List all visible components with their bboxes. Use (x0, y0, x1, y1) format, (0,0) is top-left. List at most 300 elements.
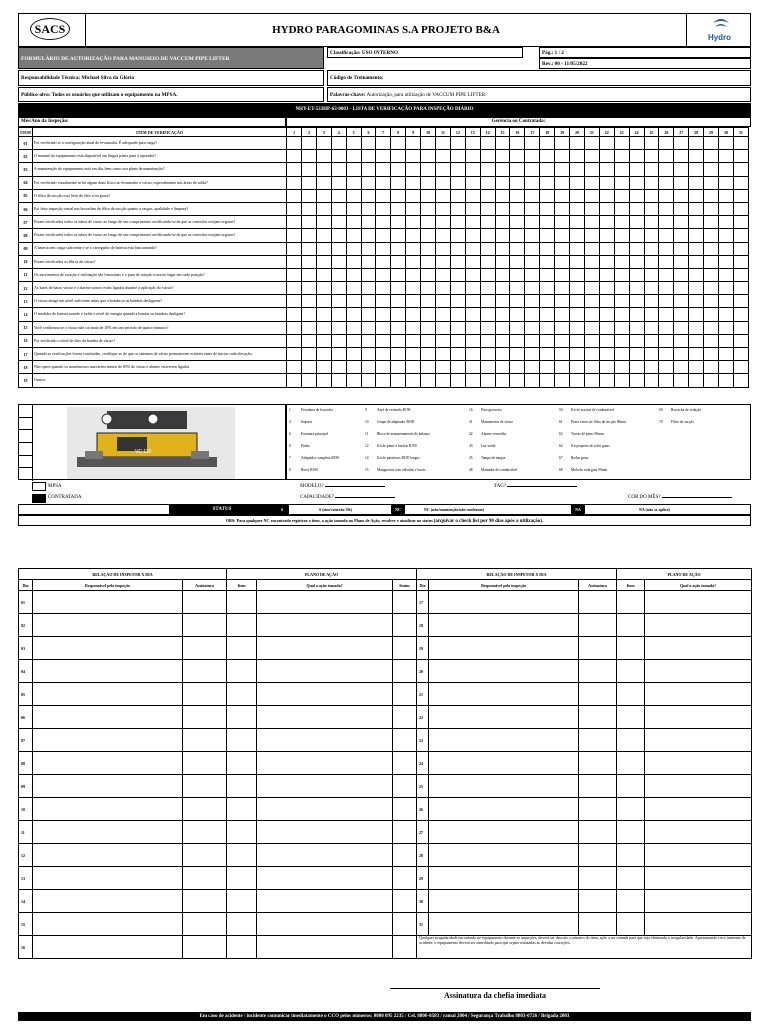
day-check-cell[interactable] (555, 150, 570, 163)
day-check-cell[interactable] (674, 334, 689, 347)
day-check-cell[interactable] (659, 137, 674, 150)
day-check-cell[interactable] (331, 255, 346, 268)
day-check-cell[interactable] (316, 374, 331, 387)
day-check-cell[interactable] (421, 268, 436, 281)
input-cell[interactable] (617, 798, 645, 821)
day-check-cell[interactable] (599, 216, 614, 229)
input-cell[interactable] (617, 614, 645, 637)
day-check-cell[interactable] (718, 255, 733, 268)
day-check-cell[interactable] (346, 216, 361, 229)
input-cell[interactable] (393, 844, 417, 867)
day-check-cell[interactable] (391, 150, 406, 163)
day-check-cell[interactable] (659, 242, 674, 255)
day-check-cell[interactable] (510, 334, 525, 347)
day-check-cell[interactable] (331, 361, 346, 374)
day-check-cell[interactable] (450, 348, 465, 361)
input-cell[interactable] (257, 591, 393, 614)
day-check-cell[interactable] (599, 229, 614, 242)
day-check-cell[interactable] (555, 321, 570, 334)
day-check-cell[interactable] (570, 295, 585, 308)
day-check-cell[interactable] (346, 321, 361, 334)
day-check-cell[interactable] (331, 321, 346, 334)
input-cell[interactable] (227, 637, 257, 660)
day-check-cell[interactable] (540, 150, 555, 163)
day-check-cell[interactable] (540, 242, 555, 255)
input-cell[interactable] (227, 936, 257, 959)
day-check-cell[interactable] (316, 282, 331, 295)
input-cell[interactable] (579, 775, 617, 798)
day-check-cell[interactable] (287, 150, 302, 163)
day-check-cell[interactable] (346, 334, 361, 347)
day-check-cell[interactable] (406, 334, 421, 347)
day-check-cell[interactable] (302, 176, 317, 189)
input-cell[interactable] (393, 729, 417, 752)
input-cell[interactable] (617, 913, 645, 936)
day-check-cell[interactable] (346, 176, 361, 189)
day-check-cell[interactable] (346, 295, 361, 308)
input-cell[interactable] (257, 936, 393, 959)
day-check-cell[interactable] (674, 374, 689, 387)
input-cell[interactable] (227, 844, 257, 867)
day-check-cell[interactable] (525, 308, 540, 321)
day-check-cell[interactable] (376, 268, 391, 281)
day-check-cell[interactable] (436, 321, 451, 334)
day-check-cell[interactable] (674, 255, 689, 268)
input-cell[interactable] (393, 614, 417, 637)
day-check-cell[interactable] (331, 308, 346, 321)
day-check-cell[interactable] (287, 268, 302, 281)
day-check-cell[interactable] (599, 150, 614, 163)
input-cell[interactable] (183, 775, 227, 798)
day-check-cell[interactable] (436, 137, 451, 150)
day-check-cell[interactable] (376, 216, 391, 229)
input-cell[interactable] (579, 660, 617, 683)
day-check-cell[interactable] (391, 282, 406, 295)
day-check-cell[interactable] (436, 216, 451, 229)
day-check-cell[interactable] (555, 189, 570, 202)
input-cell[interactable] (579, 890, 617, 913)
day-check-cell[interactable] (331, 374, 346, 387)
day-check-cell[interactable] (287, 308, 302, 321)
day-check-cell[interactable] (555, 255, 570, 268)
day-check-cell[interactable] (674, 295, 689, 308)
day-check-cell[interactable] (361, 229, 376, 242)
day-check-cell[interactable] (674, 229, 689, 242)
day-check-cell[interactable] (570, 334, 585, 347)
day-check-cell[interactable] (510, 321, 525, 334)
input-cell[interactable] (429, 637, 579, 660)
day-check-cell[interactable] (361, 348, 376, 361)
input-cell[interactable] (227, 867, 257, 890)
day-check-cell[interactable] (406, 189, 421, 202)
day-check-cell[interactable] (316, 268, 331, 281)
input-cell[interactable] (227, 798, 257, 821)
day-check-cell[interactable] (644, 295, 659, 308)
day-check-cell[interactable] (674, 268, 689, 281)
day-check-cell[interactable] (704, 137, 719, 150)
day-check-cell[interactable] (599, 374, 614, 387)
input-cell[interactable] (227, 821, 257, 844)
input-cell[interactable] (617, 683, 645, 706)
day-check-cell[interactable] (733, 361, 748, 374)
day-check-cell[interactable] (718, 163, 733, 176)
day-check-cell[interactable] (316, 242, 331, 255)
day-check-cell[interactable] (674, 202, 689, 215)
day-check-cell[interactable] (480, 295, 495, 308)
input-cell[interactable] (33, 591, 183, 614)
day-check-cell[interactable] (674, 348, 689, 361)
input-cell[interactable] (227, 683, 257, 706)
day-check-cell[interactable] (584, 137, 599, 150)
day-check-cell[interactable] (510, 361, 525, 374)
day-check-cell[interactable] (733, 163, 748, 176)
day-check-cell[interactable] (659, 361, 674, 374)
day-check-cell[interactable] (302, 334, 317, 347)
input-cell[interactable] (183, 936, 227, 959)
day-check-cell[interactable] (629, 348, 644, 361)
day-check-cell[interactable] (644, 361, 659, 374)
day-check-cell[interactable] (287, 137, 302, 150)
day-check-cell[interactable] (659, 308, 674, 321)
day-check-cell[interactable] (525, 189, 540, 202)
day-check-cell[interactable] (465, 295, 480, 308)
day-check-cell[interactable] (614, 163, 629, 176)
day-check-cell[interactable] (331, 150, 346, 163)
day-check-cell[interactable] (376, 348, 391, 361)
day-check-cell[interactable] (495, 282, 510, 295)
day-check-cell[interactable] (510, 189, 525, 202)
day-check-cell[interactable] (287, 348, 302, 361)
day-check-cell[interactable] (540, 189, 555, 202)
day-check-cell[interactable] (346, 189, 361, 202)
input-cell[interactable] (617, 729, 645, 752)
day-check-cell[interactable] (436, 242, 451, 255)
day-check-cell[interactable] (316, 229, 331, 242)
day-check-cell[interactable] (510, 202, 525, 215)
day-check-cell[interactable] (644, 202, 659, 215)
day-check-cell[interactable] (704, 255, 719, 268)
day-check-cell[interactable] (480, 137, 495, 150)
input-cell[interactable] (617, 752, 645, 775)
day-check-cell[interactable] (629, 216, 644, 229)
day-check-cell[interactable] (644, 216, 659, 229)
day-check-cell[interactable] (599, 268, 614, 281)
day-check-cell[interactable] (287, 163, 302, 176)
input-cell[interactable] (183, 821, 227, 844)
day-check-cell[interactable] (361, 137, 376, 150)
day-check-cell[interactable] (644, 137, 659, 150)
input-cell[interactable] (579, 729, 617, 752)
input-cell[interactable] (617, 775, 645, 798)
input-cell[interactable] (393, 591, 417, 614)
day-check-cell[interactable] (540, 229, 555, 242)
day-check-cell[interactable] (614, 282, 629, 295)
day-check-cell[interactable] (331, 242, 346, 255)
day-check-cell[interactable] (704, 361, 719, 374)
day-check-cell[interactable] (733, 348, 748, 361)
day-check-cell[interactable] (614, 361, 629, 374)
day-check-cell[interactable] (614, 334, 629, 347)
day-check-cell[interactable] (525, 282, 540, 295)
day-check-cell[interactable] (733, 334, 748, 347)
day-check-cell[interactable] (346, 150, 361, 163)
day-check-cell[interactable] (599, 308, 614, 321)
input-cell[interactable] (429, 683, 579, 706)
day-check-cell[interactable] (480, 255, 495, 268)
day-check-cell[interactable] (510, 176, 525, 189)
day-check-cell[interactable] (450, 321, 465, 334)
day-check-cell[interactable] (674, 308, 689, 321)
input-cell[interactable] (257, 752, 393, 775)
day-check-cell[interactable] (436, 295, 451, 308)
day-check-cell[interactable] (510, 242, 525, 255)
day-check-cell[interactable] (704, 268, 719, 281)
input-cell[interactable] (579, 867, 617, 890)
day-check-cell[interactable] (480, 176, 495, 189)
day-check-cell[interactable] (391, 268, 406, 281)
day-check-cell[interactable] (331, 334, 346, 347)
day-check-cell[interactable] (570, 321, 585, 334)
input-cell[interactable] (645, 844, 752, 867)
day-check-cell[interactable] (525, 229, 540, 242)
day-check-cell[interactable] (718, 229, 733, 242)
day-check-cell[interactable] (406, 242, 421, 255)
day-check-cell[interactable] (704, 202, 719, 215)
day-check-cell[interactable] (480, 163, 495, 176)
day-check-cell[interactable] (614, 189, 629, 202)
input-cell[interactable] (579, 591, 617, 614)
day-check-cell[interactable] (495, 242, 510, 255)
input-cell[interactable] (429, 867, 579, 890)
input-cell[interactable] (579, 844, 617, 867)
day-check-cell[interactable] (316, 189, 331, 202)
day-check-cell[interactable] (480, 348, 495, 361)
day-check-cell[interactable] (629, 321, 644, 334)
day-check-cell[interactable] (614, 374, 629, 387)
input-cell[interactable] (579, 614, 617, 637)
day-check-cell[interactable] (406, 255, 421, 268)
day-check-cell[interactable] (599, 295, 614, 308)
day-check-cell[interactable] (406, 282, 421, 295)
day-check-cell[interactable] (302, 255, 317, 268)
input-cell[interactable] (645, 890, 752, 913)
day-check-cell[interactable] (674, 216, 689, 229)
day-check-cell[interactable] (465, 216, 480, 229)
day-check-cell[interactable] (361, 334, 376, 347)
day-check-cell[interactable] (644, 242, 659, 255)
day-check-cell[interactable] (480, 334, 495, 347)
input-cell[interactable] (617, 890, 645, 913)
day-check-cell[interactable] (570, 348, 585, 361)
day-check-cell[interactable] (376, 321, 391, 334)
input-cell[interactable] (257, 867, 393, 890)
day-check-cell[interactable] (659, 268, 674, 281)
day-check-cell[interactable] (495, 321, 510, 334)
day-check-cell[interactable] (510, 150, 525, 163)
day-check-cell[interactable] (421, 321, 436, 334)
day-check-cell[interactable] (629, 163, 644, 176)
input-cell[interactable] (33, 614, 183, 637)
day-check-cell[interactable] (376, 334, 391, 347)
day-check-cell[interactable] (629, 268, 644, 281)
day-check-cell[interactable] (689, 282, 704, 295)
day-check-cell[interactable] (689, 361, 704, 374)
day-check-cell[interactable] (421, 334, 436, 347)
day-check-cell[interactable] (659, 321, 674, 334)
day-check-cell[interactable] (331, 268, 346, 281)
day-check-cell[interactable] (525, 348, 540, 361)
day-check-cell[interactable] (733, 229, 748, 242)
day-check-cell[interactable] (629, 374, 644, 387)
day-check-cell[interactable] (302, 229, 317, 242)
input-cell[interactable] (183, 867, 227, 890)
day-check-cell[interactable] (510, 374, 525, 387)
day-check-cell[interactable] (570, 137, 585, 150)
day-check-cell[interactable] (480, 242, 495, 255)
day-check-cell[interactable] (480, 308, 495, 321)
input-cell[interactable] (227, 706, 257, 729)
day-check-cell[interactable] (436, 202, 451, 215)
day-check-cell[interactable] (421, 137, 436, 150)
day-check-cell[interactable] (659, 216, 674, 229)
day-check-cell[interactable] (733, 255, 748, 268)
day-check-cell[interactable] (659, 163, 674, 176)
day-check-cell[interactable] (376, 176, 391, 189)
day-check-cell[interactable] (644, 229, 659, 242)
input-cell[interactable] (393, 752, 417, 775)
input-cell[interactable] (579, 706, 617, 729)
day-check-cell[interactable] (718, 295, 733, 308)
day-check-cell[interactable] (495, 348, 510, 361)
day-check-cell[interactable] (465, 374, 480, 387)
day-check-cell[interactable] (465, 334, 480, 347)
day-check-cell[interactable] (570, 189, 585, 202)
day-check-cell[interactable] (406, 361, 421, 374)
day-check-cell[interactable] (674, 137, 689, 150)
day-check-cell[interactable] (302, 374, 317, 387)
day-check-cell[interactable] (436, 255, 451, 268)
day-check-cell[interactable] (376, 242, 391, 255)
day-check-cell[interactable] (540, 361, 555, 374)
day-check-cell[interactable] (570, 255, 585, 268)
input-cell[interactable] (617, 706, 645, 729)
input-cell[interactable] (227, 913, 257, 936)
input-cell[interactable] (429, 798, 579, 821)
day-check-cell[interactable] (704, 242, 719, 255)
day-check-cell[interactable] (406, 150, 421, 163)
input-cell[interactable] (183, 683, 227, 706)
modelo-field[interactable] (300, 484, 385, 489)
day-check-cell[interactable] (599, 176, 614, 189)
input-cell[interactable] (579, 913, 617, 936)
day-check-cell[interactable] (465, 189, 480, 202)
day-check-cell[interactable] (495, 216, 510, 229)
day-check-cell[interactable] (599, 334, 614, 347)
input-cell[interactable] (33, 936, 183, 959)
day-check-cell[interactable] (421, 216, 436, 229)
day-check-cell[interactable] (584, 229, 599, 242)
input-cell[interactable] (33, 706, 183, 729)
day-check-cell[interactable] (450, 137, 465, 150)
day-check-cell[interactable] (733, 150, 748, 163)
input-cell[interactable] (183, 890, 227, 913)
day-check-cell[interactable] (510, 295, 525, 308)
input-cell[interactable] (257, 913, 393, 936)
day-check-cell[interactable] (302, 295, 317, 308)
day-check-cell[interactable] (584, 308, 599, 321)
tag-field[interactable] (494, 484, 577, 489)
day-check-cell[interactable] (480, 374, 495, 387)
day-check-cell[interactable] (361, 163, 376, 176)
day-check-cell[interactable] (689, 255, 704, 268)
day-check-cell[interactable] (495, 229, 510, 242)
day-check-cell[interactable] (644, 334, 659, 347)
input-cell[interactable] (393, 867, 417, 890)
day-check-cell[interactable] (659, 202, 674, 215)
day-check-cell[interactable] (584, 216, 599, 229)
day-check-cell[interactable] (465, 176, 480, 189)
day-check-cell[interactable] (391, 348, 406, 361)
day-check-cell[interactable] (480, 282, 495, 295)
day-check-cell[interactable] (674, 321, 689, 334)
day-check-cell[interactable] (436, 348, 451, 361)
day-check-cell[interactable] (331, 216, 346, 229)
day-check-cell[interactable] (346, 229, 361, 242)
day-check-cell[interactable] (361, 374, 376, 387)
day-check-cell[interactable] (421, 295, 436, 308)
day-check-cell[interactable] (614, 202, 629, 215)
input-cell[interactable] (183, 591, 227, 614)
day-check-cell[interactable] (674, 361, 689, 374)
day-check-cell[interactable] (346, 255, 361, 268)
day-check-cell[interactable] (540, 137, 555, 150)
day-check-cell[interactable] (704, 374, 719, 387)
day-check-cell[interactable] (644, 150, 659, 163)
day-check-cell[interactable] (704, 176, 719, 189)
day-check-cell[interactable] (733, 295, 748, 308)
day-check-cell[interactable] (674, 242, 689, 255)
day-check-cell[interactable] (480, 150, 495, 163)
day-check-cell[interactable] (436, 334, 451, 347)
day-check-cell[interactable] (555, 295, 570, 308)
day-check-cell[interactable] (510, 163, 525, 176)
day-check-cell[interactable] (704, 321, 719, 334)
day-check-cell[interactable] (361, 202, 376, 215)
day-check-cell[interactable] (525, 163, 540, 176)
day-check-cell[interactable] (450, 334, 465, 347)
day-check-cell[interactable] (316, 163, 331, 176)
day-check-cell[interactable] (629, 295, 644, 308)
day-check-cell[interactable] (599, 242, 614, 255)
day-check-cell[interactable] (406, 308, 421, 321)
day-check-cell[interactable] (525, 321, 540, 334)
input-cell[interactable] (393, 775, 417, 798)
day-check-cell[interactable] (599, 163, 614, 176)
input-cell[interactable] (257, 890, 393, 913)
input-cell[interactable] (393, 706, 417, 729)
day-check-cell[interactable] (718, 321, 733, 334)
day-check-cell[interactable] (689, 321, 704, 334)
day-check-cell[interactable] (465, 308, 480, 321)
input-cell[interactable] (183, 798, 227, 821)
day-check-cell[interactable] (525, 268, 540, 281)
day-check-cell[interactable] (465, 321, 480, 334)
day-check-cell[interactable] (644, 308, 659, 321)
input-cell[interactable] (33, 775, 183, 798)
day-check-cell[interactable] (480, 229, 495, 242)
input-cell[interactable] (645, 591, 752, 614)
day-check-cell[interactable] (421, 361, 436, 374)
